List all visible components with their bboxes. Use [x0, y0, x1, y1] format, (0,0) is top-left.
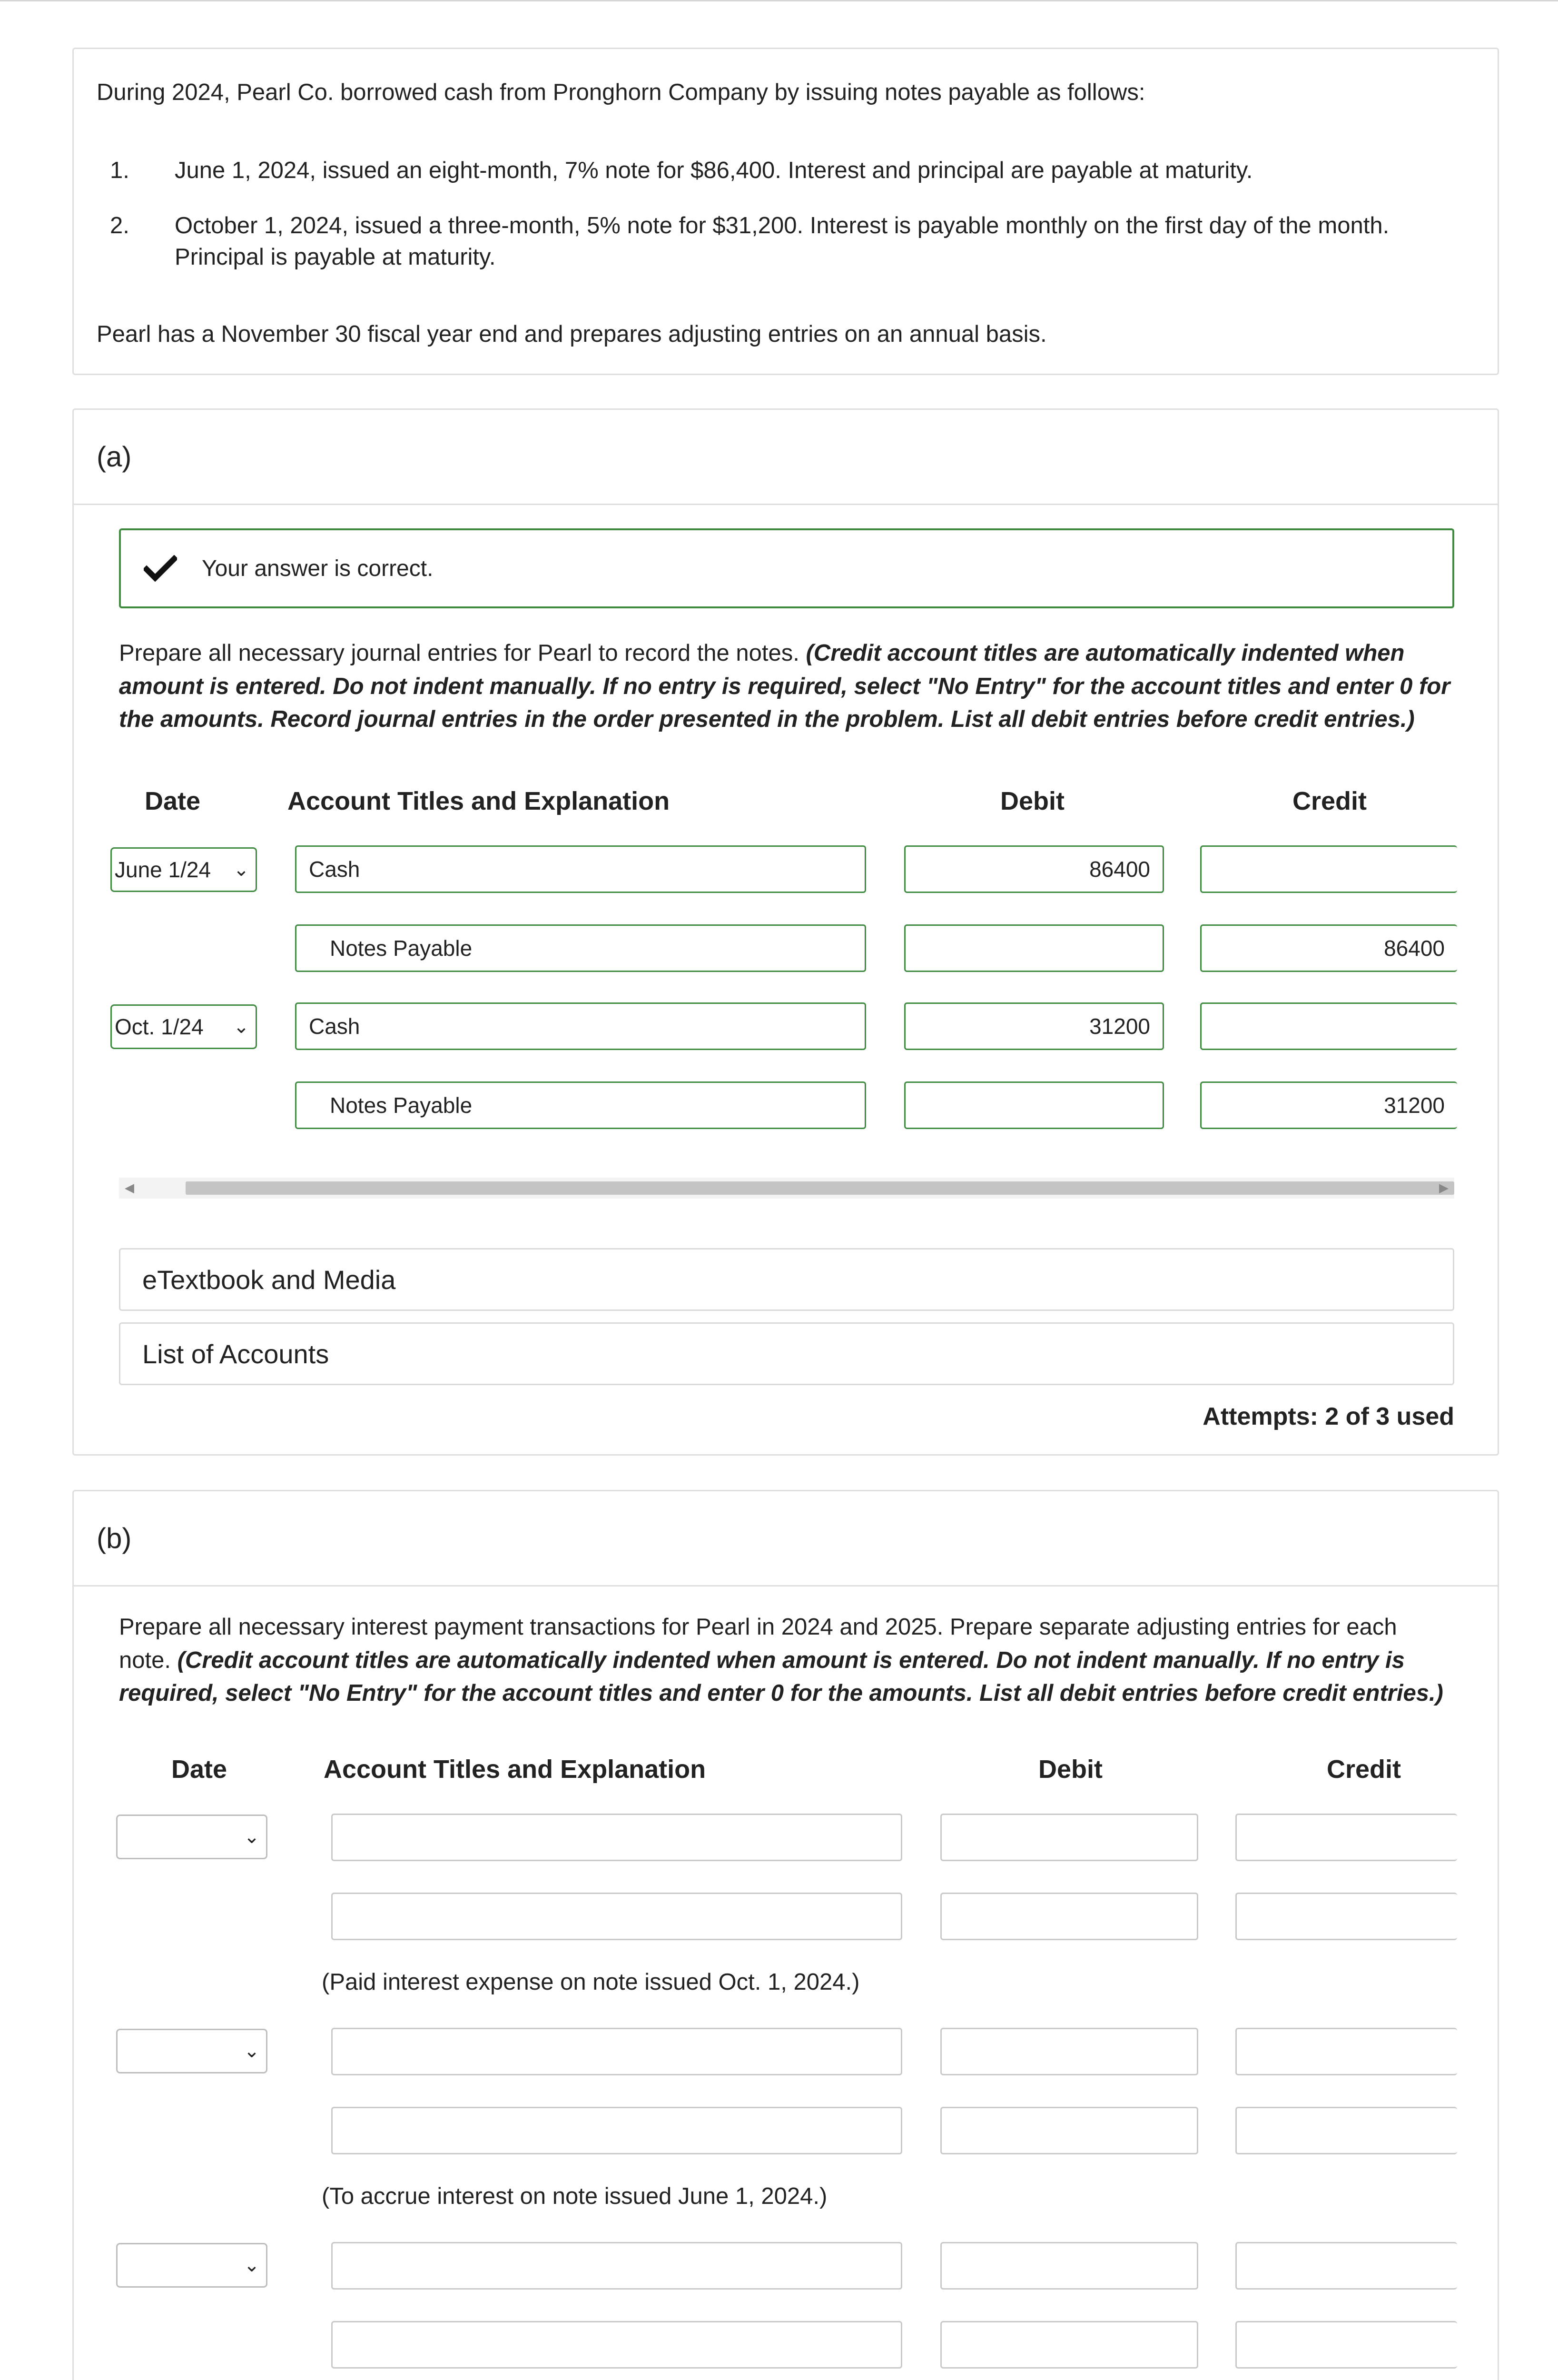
problem-item-2: October 1, 2024, issued a three-month, 5% note for $31,200. Interest is payable monthly on the first day of the month. Principal is payable at maturity. [175, 213, 1390, 270]
credit-input[interactable] [1235, 2242, 1457, 2290]
credit-input[interactable] [1200, 1002, 1457, 1050]
credit-input[interactable] [1235, 1893, 1457, 1940]
account-input[interactable]: Notes Payable [295, 1081, 866, 1129]
col-header-credit: Credit [1292, 787, 1367, 815]
chevron-down-icon: ⌄ [244, 1826, 260, 1847]
entry-note: (To accrue interest on note issued June 1, 2024.) [322, 2183, 828, 2209]
account-input[interactable]: Cash [295, 845, 866, 893]
date-select-value: June 1/24 [115, 857, 211, 882]
col-header-credit: Credit [1327, 1755, 1401, 1784]
check-icon [144, 555, 177, 582]
problem-intro: During 2024, Pearl Co. borrowed cash from Pronghorn Company by issuing notes payable as follows: [97, 79, 1145, 105]
chevron-down-icon: ⌄ [233, 859, 249, 880]
problem-footer: Pearl has a November 30 fiscal year end and prepares adjusting entries on an annual basis. [97, 321, 1047, 347]
scroll-right-icon[interactable]: ▶ [1439, 1180, 1449, 1195]
account-input[interactable]: Cash [295, 1002, 866, 1050]
problem-item-1: June 1, 2024, issued an eight-month, 7% note for $86,400. Interest and principal are payable at maturity. [175, 158, 1253, 183]
debit-input[interactable] [904, 1081, 1164, 1129]
part-a-instructions [119, 637, 1451, 736]
part-a-attempts: Attempts: 2 of 3 used [1203, 1403, 1454, 1430]
col-header-debit: Debit [1000, 787, 1065, 815]
etextbook-link[interactable]: eTextbook and Media [119, 1248, 1454, 1311]
part-b-instructions [119, 1611, 1451, 1710]
problem-item-num-2: 2. [110, 213, 129, 238]
date-select[interactable] [116, 1815, 267, 1859]
date-select[interactable] [116, 2029, 267, 2073]
account-input[interactable] [331, 2107, 902, 2154]
account-input[interactable]: Notes Payable [295, 924, 866, 972]
credit-input[interactable]: 31200 [1200, 1081, 1457, 1129]
part-b-label: (b) [97, 1522, 132, 1554]
scrollbar-thumb[interactable] [186, 1181, 1454, 1195]
debit-input[interactable] [904, 924, 1164, 972]
horizontal-scrollbar[interactable] [119, 1178, 1454, 1199]
col-header-date: Date [145, 787, 201, 815]
problem-item-num-1: 1. [110, 158, 129, 183]
chevron-down-icon: ⌄ [244, 2041, 260, 2062]
top-divider [0, 0, 1558, 1]
account-input[interactable] [331, 1814, 902, 1861]
credit-input[interactable] [1235, 2028, 1457, 2075]
account-input[interactable] [331, 2028, 902, 2075]
col-header-debit: Debit [1038, 1755, 1103, 1784]
problem-card [72, 48, 1499, 375]
entry-note: (Paid interest expense on note issued Oct. 1, 2024.) [322, 1969, 860, 1995]
part-a-instr-plain: Prepare all necessary journal entries for Pearl to record the notes. [119, 640, 806, 666]
col-header-date: Date [171, 1755, 227, 1784]
credit-input[interactable] [1235, 2321, 1457, 2369]
account-input[interactable] [331, 2321, 902, 2369]
credit-input[interactable] [1235, 2107, 1457, 2154]
part-a-label: (a) [97, 441, 132, 473]
part-a-instr-bold: (Credit account titles are automatically indented when amount is entered. Do not indent manually. If no entry is required, select "No Entry" for the account titles and enter 0 for the amounts. Record journal entries in the order presented in the problem. List all debit entries before credit entries.) [119, 640, 1450, 733]
account-input[interactable] [331, 2242, 902, 2290]
col-header-account: Account Titles and Explanation [324, 1755, 706, 1784]
debit-input[interactable] [940, 2028, 1198, 2075]
credit-input[interactable]: 86400 [1200, 924, 1457, 972]
date-select[interactable] [116, 2243, 267, 2288]
part-a-header [74, 410, 1498, 505]
debit-input[interactable] [940, 2321, 1198, 2369]
part-b-instr-plain: Prepare all necessary interest payment transactions for Pearl in 2024 and 2025. Prepare separate adjusting entries for each note. [119, 1614, 1397, 1673]
col-header-account: Account Titles and Explanation [287, 787, 670, 815]
scroll-left-icon[interactable]: ◀ [125, 1180, 134, 1195]
date-select[interactable] [110, 847, 257, 892]
credit-input[interactable] [1200, 845, 1457, 893]
debit-input[interactable]: 86400 [904, 845, 1164, 893]
date-select[interactable] [110, 1004, 257, 1049]
debit-input[interactable] [940, 1893, 1198, 1940]
debit-input[interactable]: 31200 [904, 1002, 1164, 1050]
part-b-header [74, 1491, 1498, 1587]
chevron-down-icon: ⌄ [233, 1016, 249, 1037]
chevron-down-icon: ⌄ [244, 2255, 260, 2276]
account-input[interactable] [331, 1893, 902, 1940]
part-b-instr-bold: (Credit account titles are automatically indented when amount is entered. Do not indent manually. If no entry is required, select "No Entry" for the account titles and enter 0 for the amounts. List all debit entries before credit entries.) [119, 1647, 1443, 1706]
date-select-value: Oct. 1/24 [115, 1014, 204, 1039]
feedback-correct [119, 528, 1454, 608]
debit-input[interactable] [940, 1814, 1198, 1861]
credit-input[interactable] [1235, 1814, 1457, 1861]
feedback-text: Your answer is correct. [202, 555, 434, 581]
debit-input[interactable] [940, 2107, 1198, 2154]
debit-input[interactable] [940, 2242, 1198, 2290]
list-of-accounts-link[interactable]: List of Accounts [119, 1322, 1454, 1385]
